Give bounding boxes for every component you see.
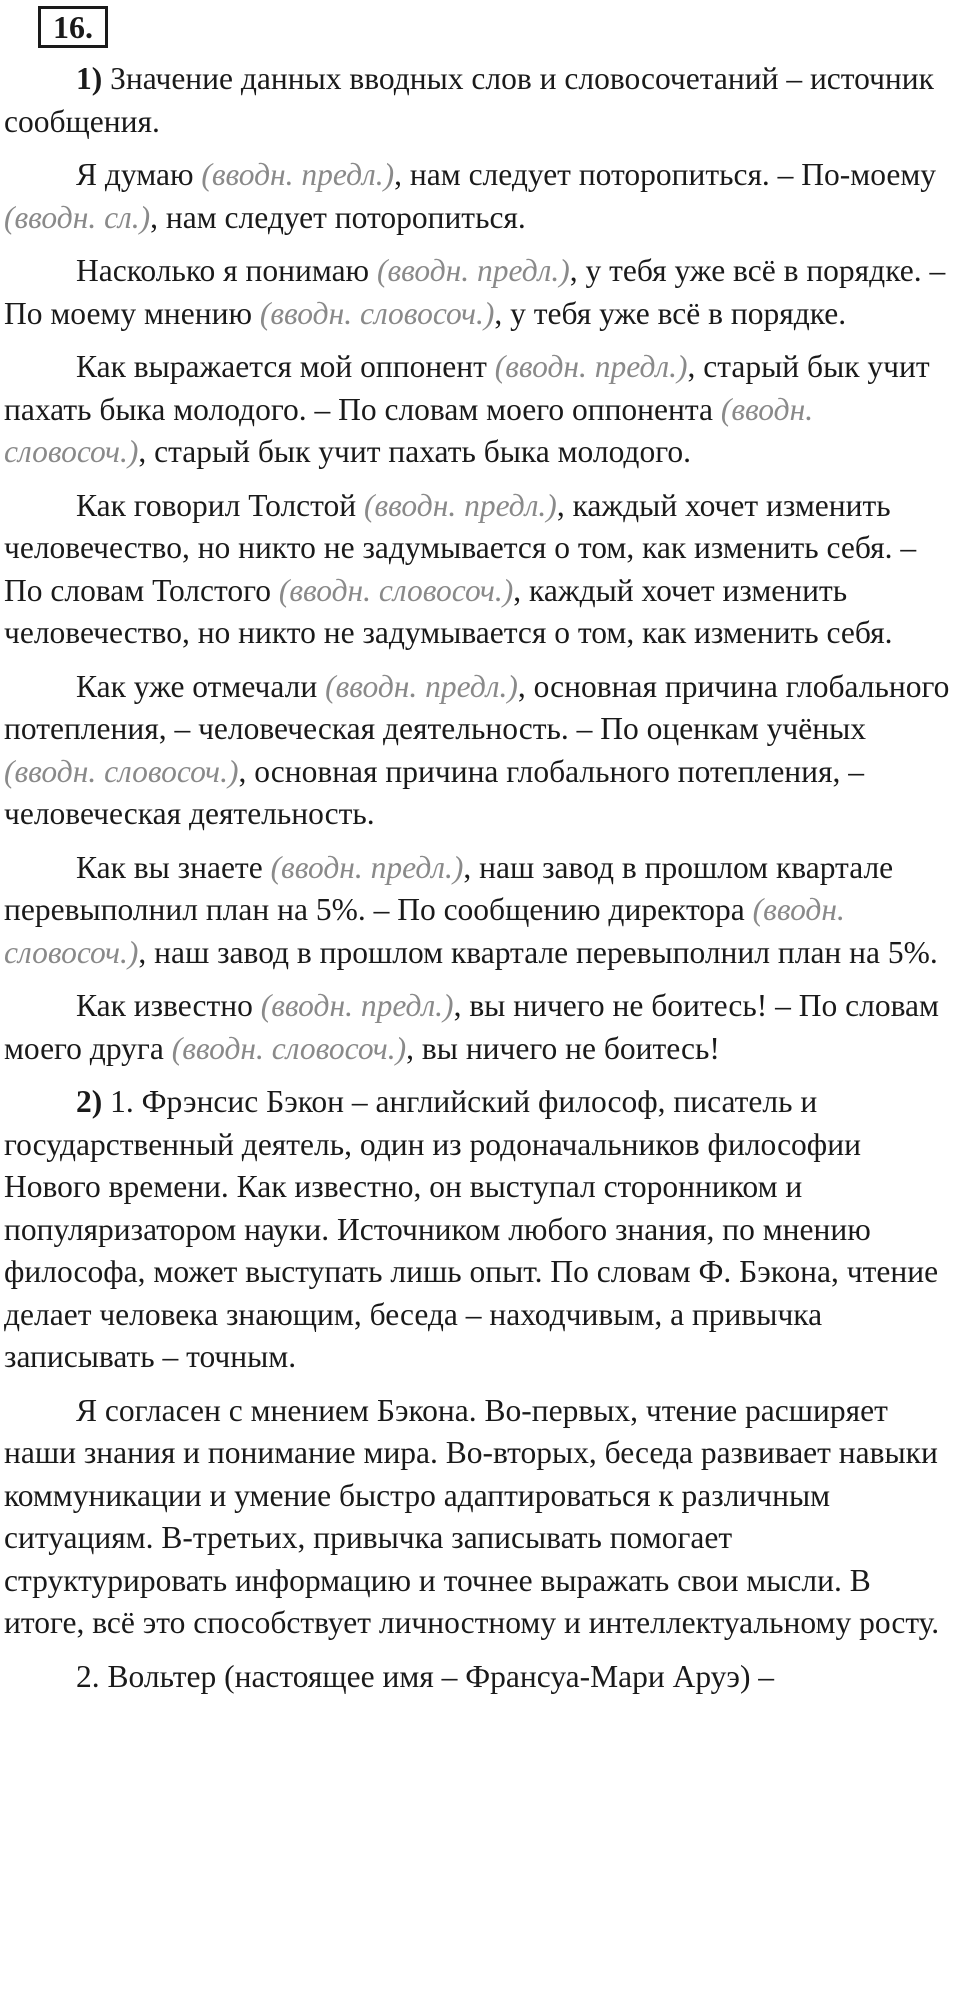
grammar-annotation: (вводн. словосоч.) (4, 753, 239, 789)
example-text: , каждый хочет изменить человечество, но никто не задумывается о том, как изменить себя. – По словам Толстого (4, 487, 917, 608)
example-text: , вы ничего не боитесь! – По словам моего друга (4, 988, 939, 1066)
example-text: , наш завод в прошлом квартале перевыполнил план на 5%. (138, 934, 938, 970)
exercise-number: 16. (38, 6, 108, 48)
example-text: , каждый хочет изменить человечество, но никто не задумывается о том, как изменить себя. (4, 572, 893, 650)
example-text: , у тебя уже всё в порядке. (494, 295, 847, 331)
example-text: , нам следует поторопиться. (150, 199, 526, 235)
example-text: Как выражается мой оппонент (76, 349, 495, 384)
example-text: , основная причина глобального потепления, – человеческая деятельность. (4, 753, 865, 831)
example-text: Как известно (76, 988, 261, 1023)
part2-paragraph (4, 1081, 956, 1379)
grammar-annotation: (вводн. предл.) (325, 668, 518, 704)
grammar-annotation: (вводн. предл.) (494, 349, 688, 384)
part1-label: 1) (76, 61, 103, 96)
example-text: Насколько я понимаю (76, 253, 377, 288)
example-paragraph (4, 666, 956, 836)
grammar-annotation: (вводн. предл.) (270, 849, 464, 885)
example-text: , нам следует поторопиться. – По-моему (394, 157, 937, 192)
grammar-annotation: (вводн. словосоч.) (278, 572, 514, 608)
example-paragraph (4, 154, 956, 239)
example-text: , вы ничего не боитесь! (406, 1030, 720, 1066)
grammar-annotation: (вводн. словосоч.) (259, 295, 495, 331)
part2-opinion-paragraph: Я согласен с мнением Бэкона. Во-первых, чтение расширяет наши знания и понимание мира. Во-вторых, беседа развивает навыки коммуникации и умение быстро адаптироваться к различным ситуациям. В-третьих, привычка записывать помогает структурировать информацию и точнее выражать свои мысли. В итоге, всё это способствует личностному и интеллектуальному росту. (4, 1392, 940, 1640)
grammar-annotation: (вводн. предл.) (201, 157, 395, 192)
example-text: , у тебя уже всё в порядке. – По моему мнению (4, 253, 946, 331)
example-paragraph (4, 346, 956, 474)
example-paragraph (4, 985, 956, 1070)
grammar-annotation: (вводн. словосоч.) (4, 892, 845, 970)
part1-intro-text: Значение данных вводных слов и словосочетаний – источник сообщения. (4, 61, 934, 139)
example-text: Я думаю (76, 157, 202, 192)
example-paragraph (4, 485, 956, 655)
example-paragraph (4, 250, 956, 335)
example-paragraph (4, 847, 956, 975)
example-text: Как уже отмечали (76, 668, 326, 704)
grammar-annotation: (вводн. предл.) (376, 253, 570, 288)
grammar-annotation: (вводн. предл.) (364, 487, 557, 523)
document-body (4, 58, 956, 1709)
example-text: Как говорил Толстой (76, 487, 364, 523)
part1-intro-paragraph (4, 58, 956, 143)
example-text: Как вы знаете (76, 849, 271, 885)
part2-voltaire-paragraph: 2. Вольтер (настоящее имя – Франсуа-Мари Аруэ) – (76, 1658, 775, 1694)
grammar-annotation: (вводн. сл.) (4, 199, 151, 235)
example-text: , старый бык учит пахать быка молодого. – По словам моего оппонента (4, 349, 930, 427)
grammar-annotation: (вводн. словосоч.) (4, 391, 814, 469)
example-text: , наш завод в прошлом квартале перевыполнил план на 5%. – По сообщению директора (4, 849, 894, 927)
grammar-annotation: (вводн. предл.) (260, 988, 454, 1023)
example-text: , основная причина глобального потепления, – человеческая деятельность. – По оценкам учёных (4, 668, 950, 746)
part2-bacon-text: 1. Фрэнсис Бэкон – английский философ, писатель и государственный деятель, один из родоначальников философии Нового времени. Как известно, он выступал сторонником и популяризатором науки. Источником любого знания, по мнению философа, может выступать лишь опыт. По словам Ф. Бэкона, чтение делает человека знающим, беседа – находчивым, а привычка записывать – точным. (4, 1084, 939, 1374)
grammar-annotation: (вводн. словосоч.) (171, 1030, 407, 1066)
example-text: , старый бык учит пахать быка молодого. (138, 434, 691, 469)
part2-label: 2) (76, 1084, 103, 1119)
